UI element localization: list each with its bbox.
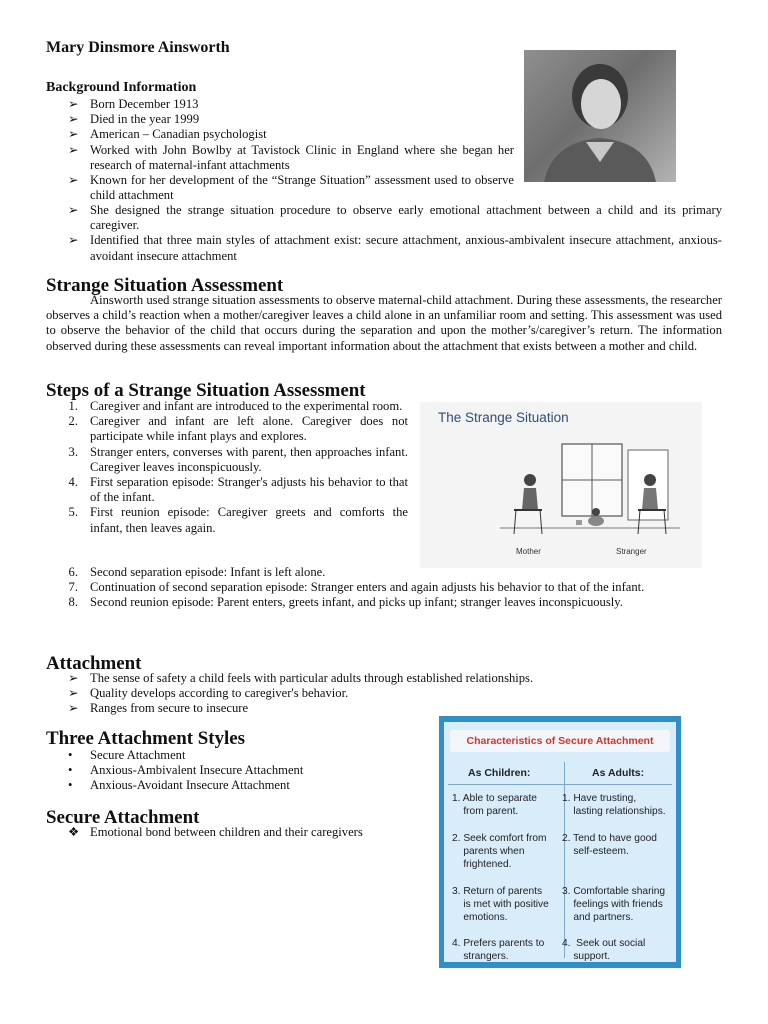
styles-heading: Three Attachment Styles <box>46 728 246 749</box>
list-item: 7. Continuation of second separation episode: Stranger enters and again adjusts his behavior to that of the infant. <box>68 580 645 595</box>
secure-heading: Secure Attachment <box>46 807 200 828</box>
list-item: ➢ Quality develops according to caregiver's behavior. <box>68 686 349 701</box>
list-item: 2. Caregiver and infant are left alone. Caregiver does not participate while infant plays and explores. <box>68 414 408 444</box>
list-item: ➢ The sense of safety a child feels with particular adults through established relationships. <box>68 671 534 685</box>
strange-assessment-paragraph: Ainsworth used strange situation assessments to observe maternal-child attachment. During these assessments, the researcher observes a child’s reaction when a mother/caregiver leaves a child alone in an unfamiliar room and setting. This assessment was used to observe the behavior of the child that occurs during the separation and upon the mother’s/caregiver’s return. The information observed during these assessments can reveal important information about the attachment that exists between a mother and child. <box>46 293 722 353</box>
table-cell: 4. Prefers parents to strangers. <box>452 938 545 962</box>
list-item: 5. First reunion episode: Caregiver greets and comforts the infant, then leaves again. <box>68 505 408 535</box>
table-cell: 3. Return of parents is met with positive emotions. <box>452 886 549 923</box>
list-item: 1. Caregiver and infant are introduced to the experimental room. <box>68 399 403 413</box>
steps-list <box>46 399 408 536</box>
background-heading: Background Information <box>46 80 197 95</box>
bullet-icon: • <box>68 778 73 793</box>
table-cell: 1. Have trusting, lasting relationships. <box>562 793 666 817</box>
arrow-bullet-icon: ➢ <box>68 112 79 127</box>
bullet-icon: • <box>68 763 73 778</box>
arrow-bullet-icon: ➢ <box>68 97 79 111</box>
steps-list-continued <box>46 565 722 611</box>
figure-title: The Strange Situation <box>438 410 569 425</box>
list-item: ➢ Worked with John Bowlby at Tavistock Clinic in England where she began her research of maternal-infant attachments <box>68 142 514 172</box>
styles-list <box>46 748 426 794</box>
arrow-bullet-icon: ➢ <box>68 701 79 716</box>
list-item: 6. Second separation episode: Infant is left alone. <box>68 565 326 579</box>
secure-list <box>46 825 426 840</box>
bullet-icon: • <box>68 748 73 762</box>
list-item: • Anxious-Avoidant Insecure Attachment <box>68 778 290 793</box>
arrow-bullet-icon: ➢ <box>68 127 79 142</box>
list-item: 8. Second reunion episode: Parent enters, greets infant, and picks up infant; stranger leaves inconspicuously. <box>68 595 623 610</box>
label-stranger: Stranger <box>616 547 647 556</box>
arrow-bullet-icon: ➢ <box>68 233 79 248</box>
arrow-bullet-icon: ➢ <box>68 671 79 685</box>
strange-situation-figure <box>420 402 702 568</box>
background-list-continued <box>46 203 722 264</box>
list-item: • Secure Attachment <box>68 748 186 762</box>
list-item: ➢ She designed the strange situation procedure to observe early emotional attachment between a child and its primary caregiver. <box>68 203 722 233</box>
strange-assessment-heading: Strange Situation Assessment <box>46 275 284 296</box>
list-item: ➢ Identified that three main styles of attachment exist: secure attachment, anxious-ambivalent insecure attachment, anxious-avoidant insecure attachment <box>68 233 722 263</box>
label-mother: Mother <box>516 547 541 556</box>
list-item: ➢ Ranges from secure to insecure <box>68 701 249 716</box>
arrow-bullet-icon: ➢ <box>68 686 79 701</box>
secure-attachment-table <box>439 716 681 968</box>
diamond-bullet-icon: ❖ <box>68 825 80 839</box>
table-title: Characteristics of Secure Attachment <box>450 730 670 752</box>
list-item: ➢ Known for her development of the “Strange Situation” assessment used to observe child attachment <box>68 173 514 203</box>
table-cell: 3. Comfortable sharing feelings with friends and partners. <box>562 886 666 923</box>
column-header-children: As Children: <box>468 767 531 779</box>
page-title: Mary Dinsmore Ainsworth <box>46 39 230 56</box>
list-item: ❖ Emotional bond between children and their caregivers <box>68 825 363 839</box>
arrow-bullet-icon: ➢ <box>68 173 79 188</box>
arrow-bullet-icon: ➢ <box>68 142 79 157</box>
steps-heading: Steps of a Strange Situation Assessment <box>46 380 366 401</box>
strange-situation-illustration <box>500 442 680 547</box>
list-item: 3. Stranger enters, converses with parent, then approaches infant. Caregiver leaves inconspicuously. <box>68 444 408 474</box>
attachment-list <box>46 671 666 717</box>
portrait-photo <box>524 50 676 182</box>
table-cell: 2. Tend to have good self-esteem. <box>562 833 657 857</box>
arrow-bullet-icon: ➢ <box>68 203 79 217</box>
table-cell: 1. Able to separate from parent. <box>452 793 537 817</box>
list-item: ➢ Born December 1913 <box>68 97 199 111</box>
table-cell: 2. Seek comfort from parents when frightened. <box>452 833 547 870</box>
list-item: • Anxious-Ambivalent Insecure Attachment <box>68 763 304 778</box>
list-item: ➢ Died in the year 1999 <box>68 112 200 127</box>
attachment-heading: Attachment <box>46 653 142 674</box>
background-list <box>46 97 514 203</box>
list-item: ➢ American – Canadian psychologist <box>68 127 267 142</box>
table-cell: 4. Seek out social support. <box>562 938 646 962</box>
column-header-adults: As Adults: <box>592 767 645 779</box>
list-item: 4. First separation episode: Stranger's adjusts his behavior to that of the infant. <box>68 475 408 505</box>
